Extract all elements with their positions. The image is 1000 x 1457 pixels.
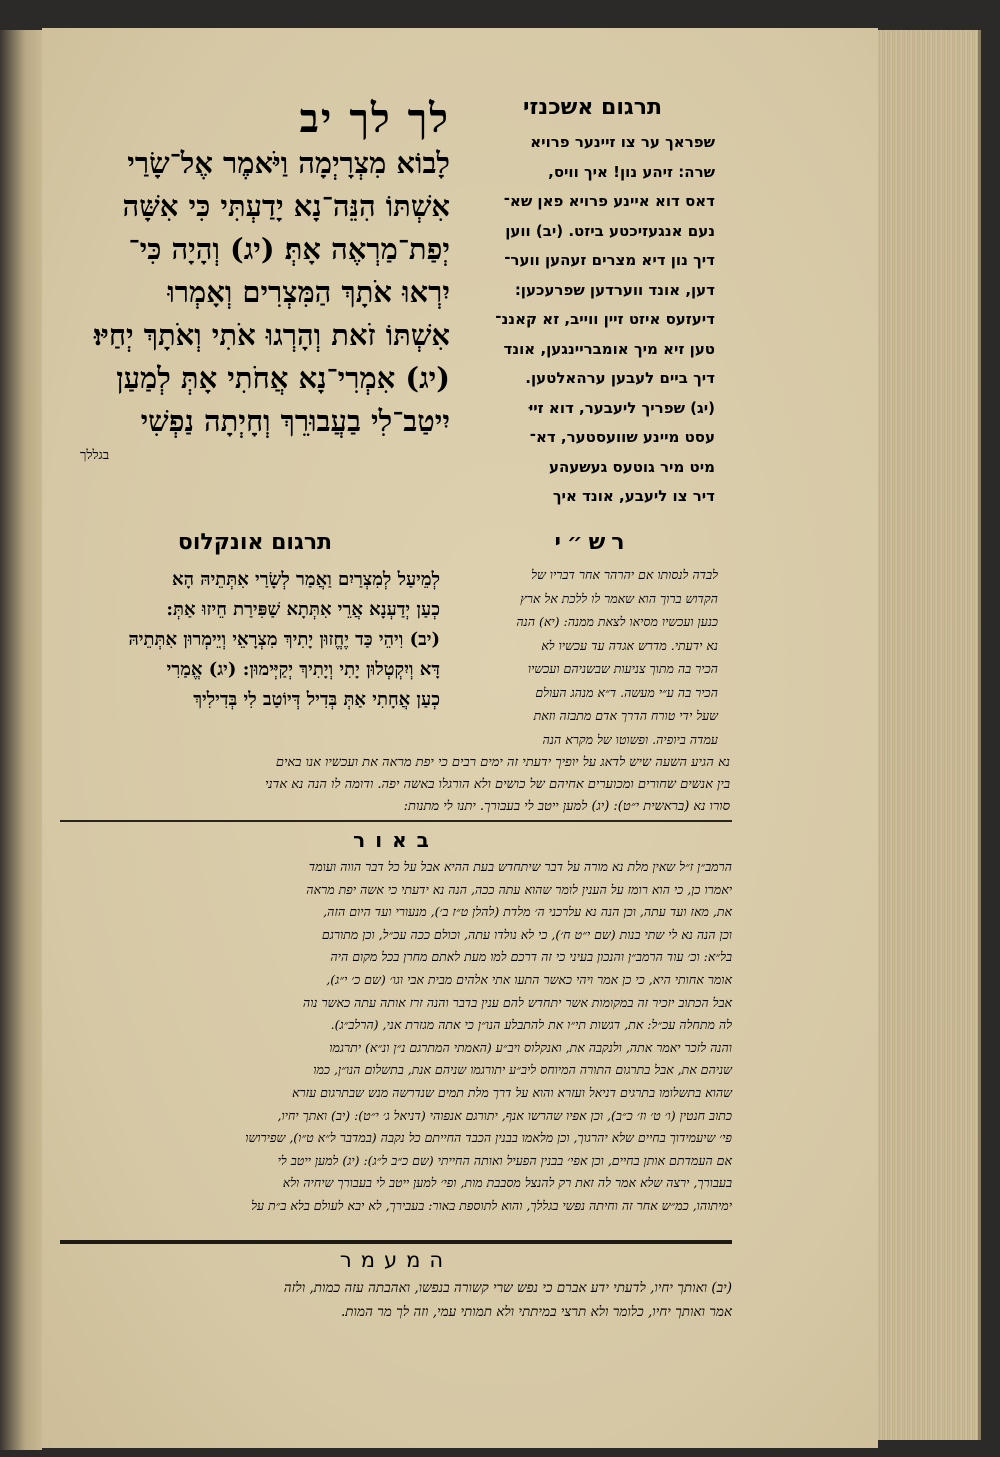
rashi-line: נא ידעתי. מדרש אגדה עד עכשיו לא <box>541 637 718 653</box>
rashi-line: סורו נא (בראשית י״ט): (יג) למען ייטב לי בעבורך. יתנו לי מתנות: <box>403 799 730 814</box>
main-text-column <box>80 95 450 463</box>
page-heading: לך לך יב <box>299 95 450 142</box>
ashkenazi-line: שפראך ער צו זיינער פרויא <box>530 133 715 151</box>
biur-line: לה מתחלה עכ״ל: את, דגשות תי״ו את להתבלע הנו״ן כי אתה מגזרת אני, (הרלב״ג). <box>330 1017 732 1033</box>
rashi-line: עמדה ביופיה. ופשוטו של מקרא הנה <box>542 731 718 747</box>
rashi-title: רש״י <box>554 530 631 555</box>
onkelos-column <box>80 565 440 715</box>
rashi-line: הקדוש ברוך הוא שאמר לו ללכת אל ארץ <box>520 590 718 606</box>
onkelos-title: תרגום אונקלוס <box>177 530 333 555</box>
biur-line: כתוב חנטין (ו׳ ט׳ וז׳ כ״ב), וכן אפיו שהרשו אנף, יתורגם אנפוהי (דניאל ג׳ י״ט): (יב) ואתך יחיו, <box>277 1107 732 1123</box>
biur-line: בל״א: וכ׳ עוד הרמב״ן והנכון בעיני כי זה דרכם למו מעת לאתם מחרן בכל מקום היה <box>330 949 732 965</box>
ashkenazi-line: דען, אונד ווערדען שפרעכען: <box>514 280 715 299</box>
rashi-line: בין אנשים שחורים ומכוערים אחיהם של כושים ולא הורגלו באשה יפה. ודומה לו הנה נא אדני <box>265 777 730 792</box>
divider-thick <box>60 1240 732 1244</box>
rashi-line: הכיר בה ע״י מעשה. ד״א מנהג העולם <box>535 684 718 700</box>
onkelos-line: כְעַן אֲחָתִי אַתְּ בְּדִיל דְּיוֹטַב לִי בְּדִילִיךְ <box>193 689 440 710</box>
meammer-line: אמר ואותך יחיו, כלומר ולא תרצי במיתתי ולא תמותי עמי, וזה לך מר המות. <box>340 1304 732 1320</box>
biur-line: אם העמדתם אותן בחיים, וכן אפי׳ בבנין הפעיל ואותה החייתי (שם כ״ב ל״ג): (יג) למען ייטב לי <box>277 1152 732 1168</box>
biur-line: ימיתוהו, כמ״ש אחר זה וחיתה נפשי בגללך, והוא לתוספת באור: בעבירך, לא יבא לעולם בלא ב״ת על <box>251 1197 732 1213</box>
main-line: יִרְאוּ אֹתָךְ הַמִּצְרִים וְאָמְרוּ <box>167 275 450 309</box>
rashi-column <box>470 563 718 751</box>
ashkenazi-line: מיט מיר גוטעס געשעהע <box>548 457 715 476</box>
main-line: יְפַת־מַרְאֶה אָתְּ׃ (יג) וְהָיָה כִּי־ <box>128 232 450 266</box>
ashkenazi-line: דאס דוא איינע פרויא פאן שא־ <box>503 192 715 210</box>
biur-line: את, מאז ועד עתה, וכן הנה נא עלרכני ה׳ מלדת (להלן ט״ז ב׳), מנעורי ועד היום הזה, <box>323 904 732 920</box>
main-line: יִיטַב־לִי בַעֲבוּרֵךְ וְחָיְתָה נַפְשִׁי <box>140 404 450 438</box>
divider <box>60 820 732 822</box>
main-line: אִשְׁתּוֹ זֹאת וְהָרְגוּ אֹתִי וְאֹתָךְ יְחַיּוּ׃ <box>93 318 450 352</box>
rashi-line: הכיר בה מתוך צניעות שבשניהם ועכשיו <box>527 661 718 676</box>
main-line: אִשְׁתּוֹ הִנֵּה־נָא יָדַעְתִּי כִּי אִשָּׁה <box>122 189 450 223</box>
rashi-line: לבדה לנסותו אם יהרהר אחר דבריו של <box>531 567 718 582</box>
rashi-full-width <box>70 752 730 818</box>
ashkenazi-line: דיך ביים לעבען ערהאלטען. <box>525 369 715 387</box>
ashkenazi-line: דיך נון דיא מצרים זעהען ווער־ <box>504 251 715 269</box>
ashkenazi-title: תרגום אשכנזי <box>522 95 663 120</box>
biur-line: והנה לזכר יאמר אתה, ולנקבה את, ואנקלוס ויב״ע (האמתי המתרגם נ״ן ונ״א) יתרגמו <box>329 1039 732 1055</box>
onkelos-line: (יב) וִיהֵי כַּד יֶחֱזוּן יָתִיךְ מִצְרָאֵי וְיֵימְרוּן אִתְּתֵיהּ <box>128 629 440 650</box>
ashkenazi-column <box>470 95 715 512</box>
meammer-title: המעמר <box>339 1248 453 1272</box>
page-stack-edges <box>868 30 981 1440</box>
biur-line: שניהם את, אבל בתרגום התורה המיוחס ליב״ע יתורגמו שניהם אנת, בתשלום הנו״ן, כמו <box>313 1062 732 1078</box>
meammer-line: (יב) ואותך יחיו, לדעתי ידע אברם כי נפש שרי קשורה בנפשו, ואהבתה עזה כמות, ולזה <box>283 1280 732 1296</box>
onkelos-line: כְעַן יְדַעְנָא אֲרֵי אִתְּתָא שַׁפִּירַת חֵיזוּ אַתְּ: <box>166 599 440 620</box>
ashkenazi-line: טען זיא מיך אומבריינגען, אונד <box>503 339 715 358</box>
ashkenazi-line: עסט מיינע שוועסטער, דא־ <box>529 428 715 446</box>
rashi-line: כנען ועכשיו מסיאו לצאת ממנה: (יא) הנה <box>516 614 718 629</box>
rashi-line: נא הגיע השעה שיש לדאג על יופיך ידעתי זה ימים רבים כי יפת מראה את ועכשיו אנו באים <box>275 755 730 770</box>
biur-line: אומר אחותי היא, כי כן אמר ויהי כאשר התעו אתי אלהים מבית אבי וגו׳ (שם כ׳ י״ג), <box>326 971 732 987</box>
ashkenazi-line: (יג) שפריך ליעבער, דוא זייּ <box>528 398 715 417</box>
biur-title: באור <box>353 828 439 852</box>
ashkenazi-line: דיעזעס איזט זיין ווייב, זא קאננ־ <box>495 310 715 328</box>
catch-word: בגללך <box>80 448 110 463</box>
onkelos-line: לְמֵיעַל לְמִצְרַיִם וַאֲמַר לְשָׂרַי אִתְּתֵיהּ הָא <box>172 569 440 590</box>
biur-line: שהוא בתשלומו בתרגים דניאל ועזרא והוא על דרך מלת תמים שנדרשה מנש שבתרגום עזרא <box>291 1084 732 1100</box>
ashkenazi-line: דיר צו ליעבע, אונד איך <box>552 487 715 505</box>
biur-line: הרמב״ן ז״ל שאין מלת נא מורה על דבר שיתחדש בעת ההיא אבל על כל דבר הווה ועומד <box>308 859 732 874</box>
ashkenazi-line: שרה: זיהע נון! איך וויס, <box>548 162 715 181</box>
left-page-edge <box>0 30 42 1450</box>
biur-line: יאמרו כן, כי הוא רומז על הענין לומר שהוא עתה ככה, הנה נא ידעתי כי אשה יפת מראה <box>306 881 732 897</box>
biur-column <box>60 856 732 1218</box>
meammer-column <box>60 1276 732 1324</box>
biur-line: אבל הכתוב יזכיר זה במקומות אשר יתחדש להם ענין בדבר והנה זרז אותה עתה כאשר נוה <box>302 994 732 1010</box>
ashkenazi-line: נעם אנגעזיכטע ביזט. (יב) ווען <box>505 221 715 240</box>
onkelos-line: דָּא וְיִקְטְלוּן יָתִי וְיָתִיךְ יְקַיְּימוּן: (יג) אֱמַרִי <box>166 659 440 680</box>
biur-line: בעבורך, ירצה שלא אמר לה זאת רק להנצל מסבבת מות, ופי׳ למען ייטב לי בעבורך שיחיה ולא <box>282 1175 732 1191</box>
biur-line: וכן הנה נא לי שתי בנות (שם י״ט ח׳), כי לא נולדו עתה, וכולם ככה עכ״ל, וכן מתורגם <box>321 926 732 942</box>
biur-line: פי׳ שיעמידוך בחיים שלא יהרגוך, וכן מלאמו בבנין הכבד החייתם כל נקבה (במדבר ל״א ט״ו), שפירושו <box>245 1130 732 1146</box>
main-line: לָבוֹא מִצְרָיְמָה וַיֹּאמֶר אֶל־שָׂרַי <box>127 146 450 180</box>
rashi-line: שעל ידי טורח הדרך אדם מתבזה וזאת <box>533 708 718 723</box>
main-line: (יג) אִמְרִי־נָא אֲחֹתִי אָתְּ לְמַעַן <box>116 361 450 395</box>
